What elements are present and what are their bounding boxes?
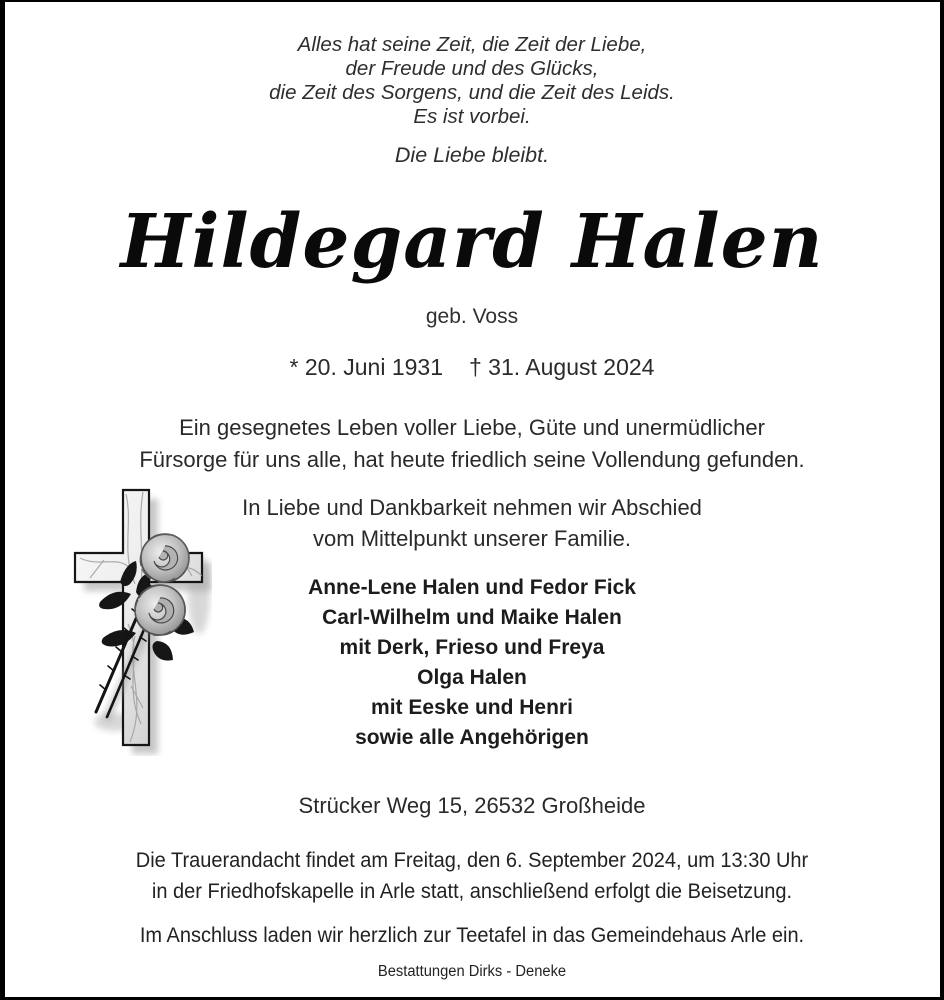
poem-line: Alles hat seine Zeit, die Zeit der Liebe, [297,33,647,56]
funeral-home: Bestattungen Dirks - Deneke [377,963,567,980]
birth-date: * 20. Juni 1931 [289,354,443,380]
service-line: in der Friedhofskapelle in Arle statt, anschließend erfolgt die Beisetzung. [151,879,793,903]
poem-line: der Freude und des Glücks, [345,57,599,80]
rose-upper [140,534,189,582]
service-info [33,845,911,907]
death-date: † 31. August 2024 [469,354,655,380]
service-line: Die Trauerandacht findet am Freitag, den 6. September 2024, um 13:30 Uhr [135,848,809,872]
poem [0,33,944,129]
mourner-line: Carl-Wilhelm und Maike Halen [322,606,622,629]
mourner-line: Olga Halen [417,666,527,689]
poem-line: Es ist vorbei. [413,105,531,128]
mourner-line: Anne-Lene Halen und Fedor Fick [308,576,636,599]
home-address: Strücker Weg 15, 26532 Großheide [298,793,646,818]
poem-closing: Die Liebe bleibt. [394,143,550,167]
mourner-line: sowie alle Angehörigen [355,726,589,749]
tribute-paragraph [0,412,944,476]
life-dates [0,354,944,381]
mourner-line: mit Derk, Frieso und Freya [339,636,605,659]
tribute-line: Ein gesegnetes Leben voller Liebe, Güte und unermüdlicher [179,415,765,440]
farewell-line: In Liebe und Dankbarkeit nehmen wir Abschied [242,495,702,520]
poem-line: die Zeit des Sorgens, und die Zeit des Leids. [269,81,675,104]
reception-info: Im Anschluss laden wir herzlich zur Teetafel in das Gemeindehaus Arle ein. [139,923,805,947]
maiden-name: geb. Voss [425,305,519,328]
cross-roses-image [62,486,212,756]
tribute-line: Fürsorge für uns alle, hat heute friedlich seine Vollendung gefunden. [139,447,805,472]
deceased-name: Hildegard Halen [120,199,824,285]
rose-lower [135,585,185,635]
mourner-line: mit Eeske und Henri [371,696,573,719]
farewell-line: vom Mittelpunkt unserer Familie. [313,526,631,551]
